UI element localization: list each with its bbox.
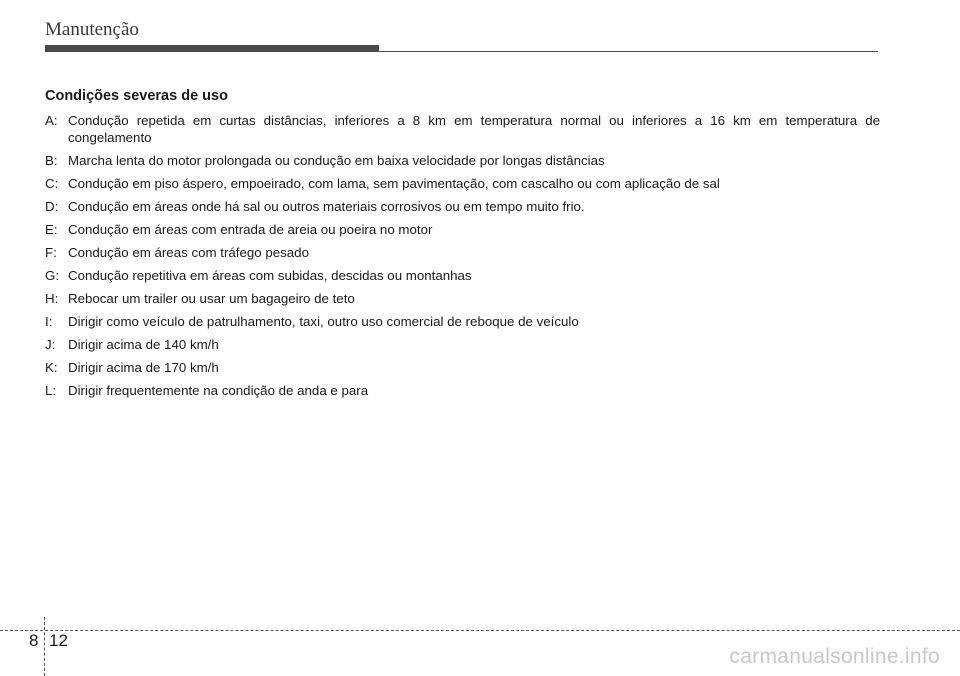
condition-text: Condução em áreas com tráfego pesado	[68, 245, 309, 260]
condition-item-f	[45, 244, 880, 261]
page-header-title: Manutenção	[45, 19, 139, 40]
condition-text: Dirigir frequentemente na condição de anda e para	[68, 383, 369, 398]
condition-item-e	[45, 221, 880, 238]
condition-item-h	[45, 290, 880, 307]
condition-key: J:	[45, 337, 56, 352]
page-number: 12	[49, 631, 68, 650]
condition-key: E:	[45, 222, 58, 237]
condition-text: Dirigir como veículo de patrulhamento, taxi, outro uso comercial de reboque de veículo	[68, 314, 579, 329]
condition-key: G:	[45, 268, 60, 283]
condition-item-j	[45, 336, 880, 353]
header-rule-thick	[45, 45, 379, 52]
header-rule-thin	[379, 51, 878, 52]
condition-key: C:	[45, 176, 59, 191]
condition-key: L:	[45, 383, 57, 398]
condition-key: F:	[45, 245, 57, 260]
condition-text: Condução repetitiva em áreas com subidas, descidas ou montanhas	[68, 268, 472, 283]
condition-text: Marcha lenta do motor prolongada ou condução em baixa velocidade por longas distâncias	[68, 153, 605, 168]
condition-key: D:	[45, 199, 59, 214]
condition-text: Condução repetida em curtas distâncias, inferiores a 8 km em temperatura normal ou inferiores a 16 km em temperatura de congelamento	[68, 113, 880, 145]
condition-text: Condução em áreas com entrada de areia ou poeira no motor	[68, 222, 433, 237]
footer-vertical-dashed-rule	[44, 617, 45, 676]
condition-text: Condução em áreas onde há sal ou outros materiais corrosivos ou em tempo muito frio.	[68, 199, 585, 214]
condition-item-c	[45, 175, 880, 192]
condition-key: H:	[45, 291, 59, 306]
footer-dashed-rule	[0, 630, 960, 631]
condition-item-l	[45, 382, 880, 399]
condition-text: Dirigir acima de 170 km/h	[68, 360, 219, 375]
condition-item-i	[45, 313, 880, 330]
conditions-list	[45, 112, 880, 399]
condition-item-k	[45, 359, 880, 376]
condition-text: Rebocar um trailer ou usar um bagageiro de teto	[68, 291, 355, 306]
condition-key: A:	[45, 113, 58, 128]
condition-key: K:	[45, 360, 58, 375]
watermark-text: carmanualsonline.info	[729, 645, 940, 668]
condition-item-g	[45, 267, 880, 284]
condition-key: B:	[45, 153, 58, 168]
section-heading: Condições severas de uso	[45, 88, 228, 104]
page-chapter-number: 8	[29, 631, 39, 650]
condition-key: I:	[45, 314, 53, 329]
condition-item-a	[45, 112, 880, 146]
condition-item-b	[45, 152, 880, 169]
condition-text: Condução em piso áspero, empoeirado, com lama, sem pavimentação, com cascalho ou com aplicação de sal	[68, 176, 720, 191]
condition-text: Dirigir acima de 140 km/h	[68, 337, 219, 352]
severe-conditions-section	[45, 88, 880, 405]
condition-item-d	[45, 198, 880, 215]
